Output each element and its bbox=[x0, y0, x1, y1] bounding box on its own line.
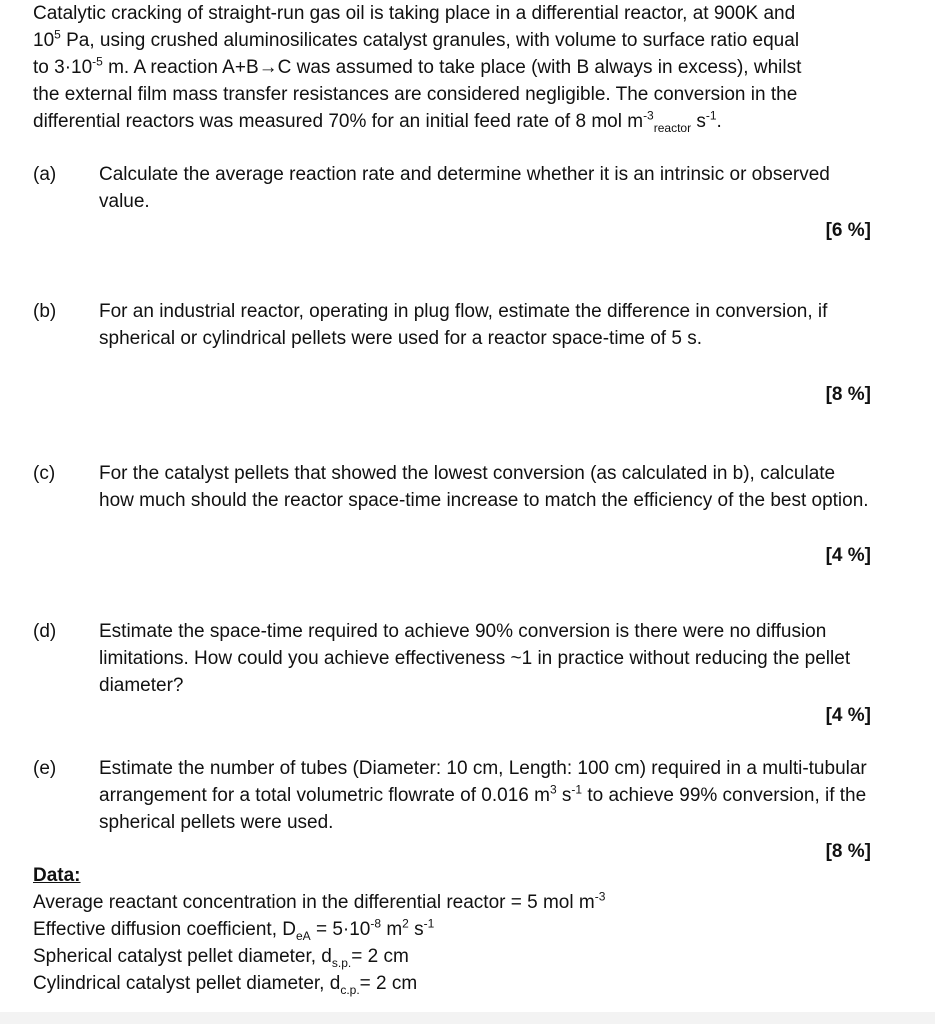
intro-line-3: to $3\cdot 10^{-5}$ m. A reaction A+B→C was assumed to take place (with B always in excess), whilst bbox=[33, 54, 802, 78]
page-bottom-strip bbox=[0, 1012, 935, 1024]
marks-b: [8 %] bbox=[825, 384, 871, 405]
data-line-diffusion: Effective diffusion coefficient, $D_{eA} = 5\cdot 10^{-8}$ $m^2$ $s^{-1}$ bbox=[33, 916, 435, 943]
question-text: Estimate the space-time required to achieve 90% conversion is there were no diffusion limitations. How could you achieve effectiveness ~1 in practice without reducing the pellet diameter? bbox=[99, 621, 851, 696]
question-text: For an industrial reactor, operating in plug flow, estimate the difference in conversion, if spherical or cylindrical pellets were used for a reactor space-time of 5 s. bbox=[99, 301, 828, 349]
question-label: (d) bbox=[33, 621, 57, 642]
question-text: Calculate the average reaction rate and determine whether it is an intrinsic or observed value. bbox=[99, 164, 830, 212]
data-line-cylindrical: Cylindrical catalyst pellet diameter, $d_{c.p.}= 2$ cm bbox=[33, 973, 418, 997]
intro-line-2: $10^5$ Pa, using crushed aluminosilicates catalyst granules, with volume to surface ratio equal bbox=[33, 27, 800, 51]
data-line-spherical: Spherical catalyst pellet diameter, $d_{s.p.}= 2$ cm bbox=[33, 946, 409, 970]
problem-statement bbox=[33, 0, 913, 135]
question-label: (c) bbox=[33, 463, 56, 484]
question-label: (a) bbox=[33, 164, 57, 185]
marks-d: [4 %] bbox=[825, 705, 871, 726]
data-line-concentration: Average reactant concentration in the differential reactor = 5 mol $m^{-3}$ bbox=[33, 889, 606, 913]
marks-e: [8 %] bbox=[825, 841, 871, 862]
question-label: (b) bbox=[33, 301, 57, 322]
intro-line-1: Catalytic cracking of straight-run gas oil is taking place in a differential reactor, at 900K and bbox=[33, 3, 796, 24]
intro-line-5: differential reactors was measured 70% for an initial feed rate of 8 mol $m^{-3}_{reactor}$ $s^{-1}$. bbox=[33, 108, 722, 135]
intro-line-4: the external film mass transfer resistances are considered negligible. The conversion in the bbox=[33, 84, 798, 105]
data-section bbox=[33, 862, 893, 997]
question-label: (e) bbox=[33, 758, 57, 779]
data-heading: Data: bbox=[33, 865, 81, 886]
marks-c: [4 %] bbox=[825, 545, 871, 566]
question-text: Estimate the number of tubes (Diameter: 10 cm, Length: 100 cm) required in a multi-tubular arrangement for a total volumetric flowrate of 0.016 $m^3$ $s^{-1}$ to achieve 99% conversion, if the spherical pellets were used. bbox=[99, 758, 867, 833]
question-text: For the catalyst pellets that showed the lowest conversion (as calculated in b), calculate how much should the reactor space-time increase to match the efficiency of the best option. bbox=[99, 463, 869, 511]
marks-a: [6 %] bbox=[825, 220, 871, 241]
